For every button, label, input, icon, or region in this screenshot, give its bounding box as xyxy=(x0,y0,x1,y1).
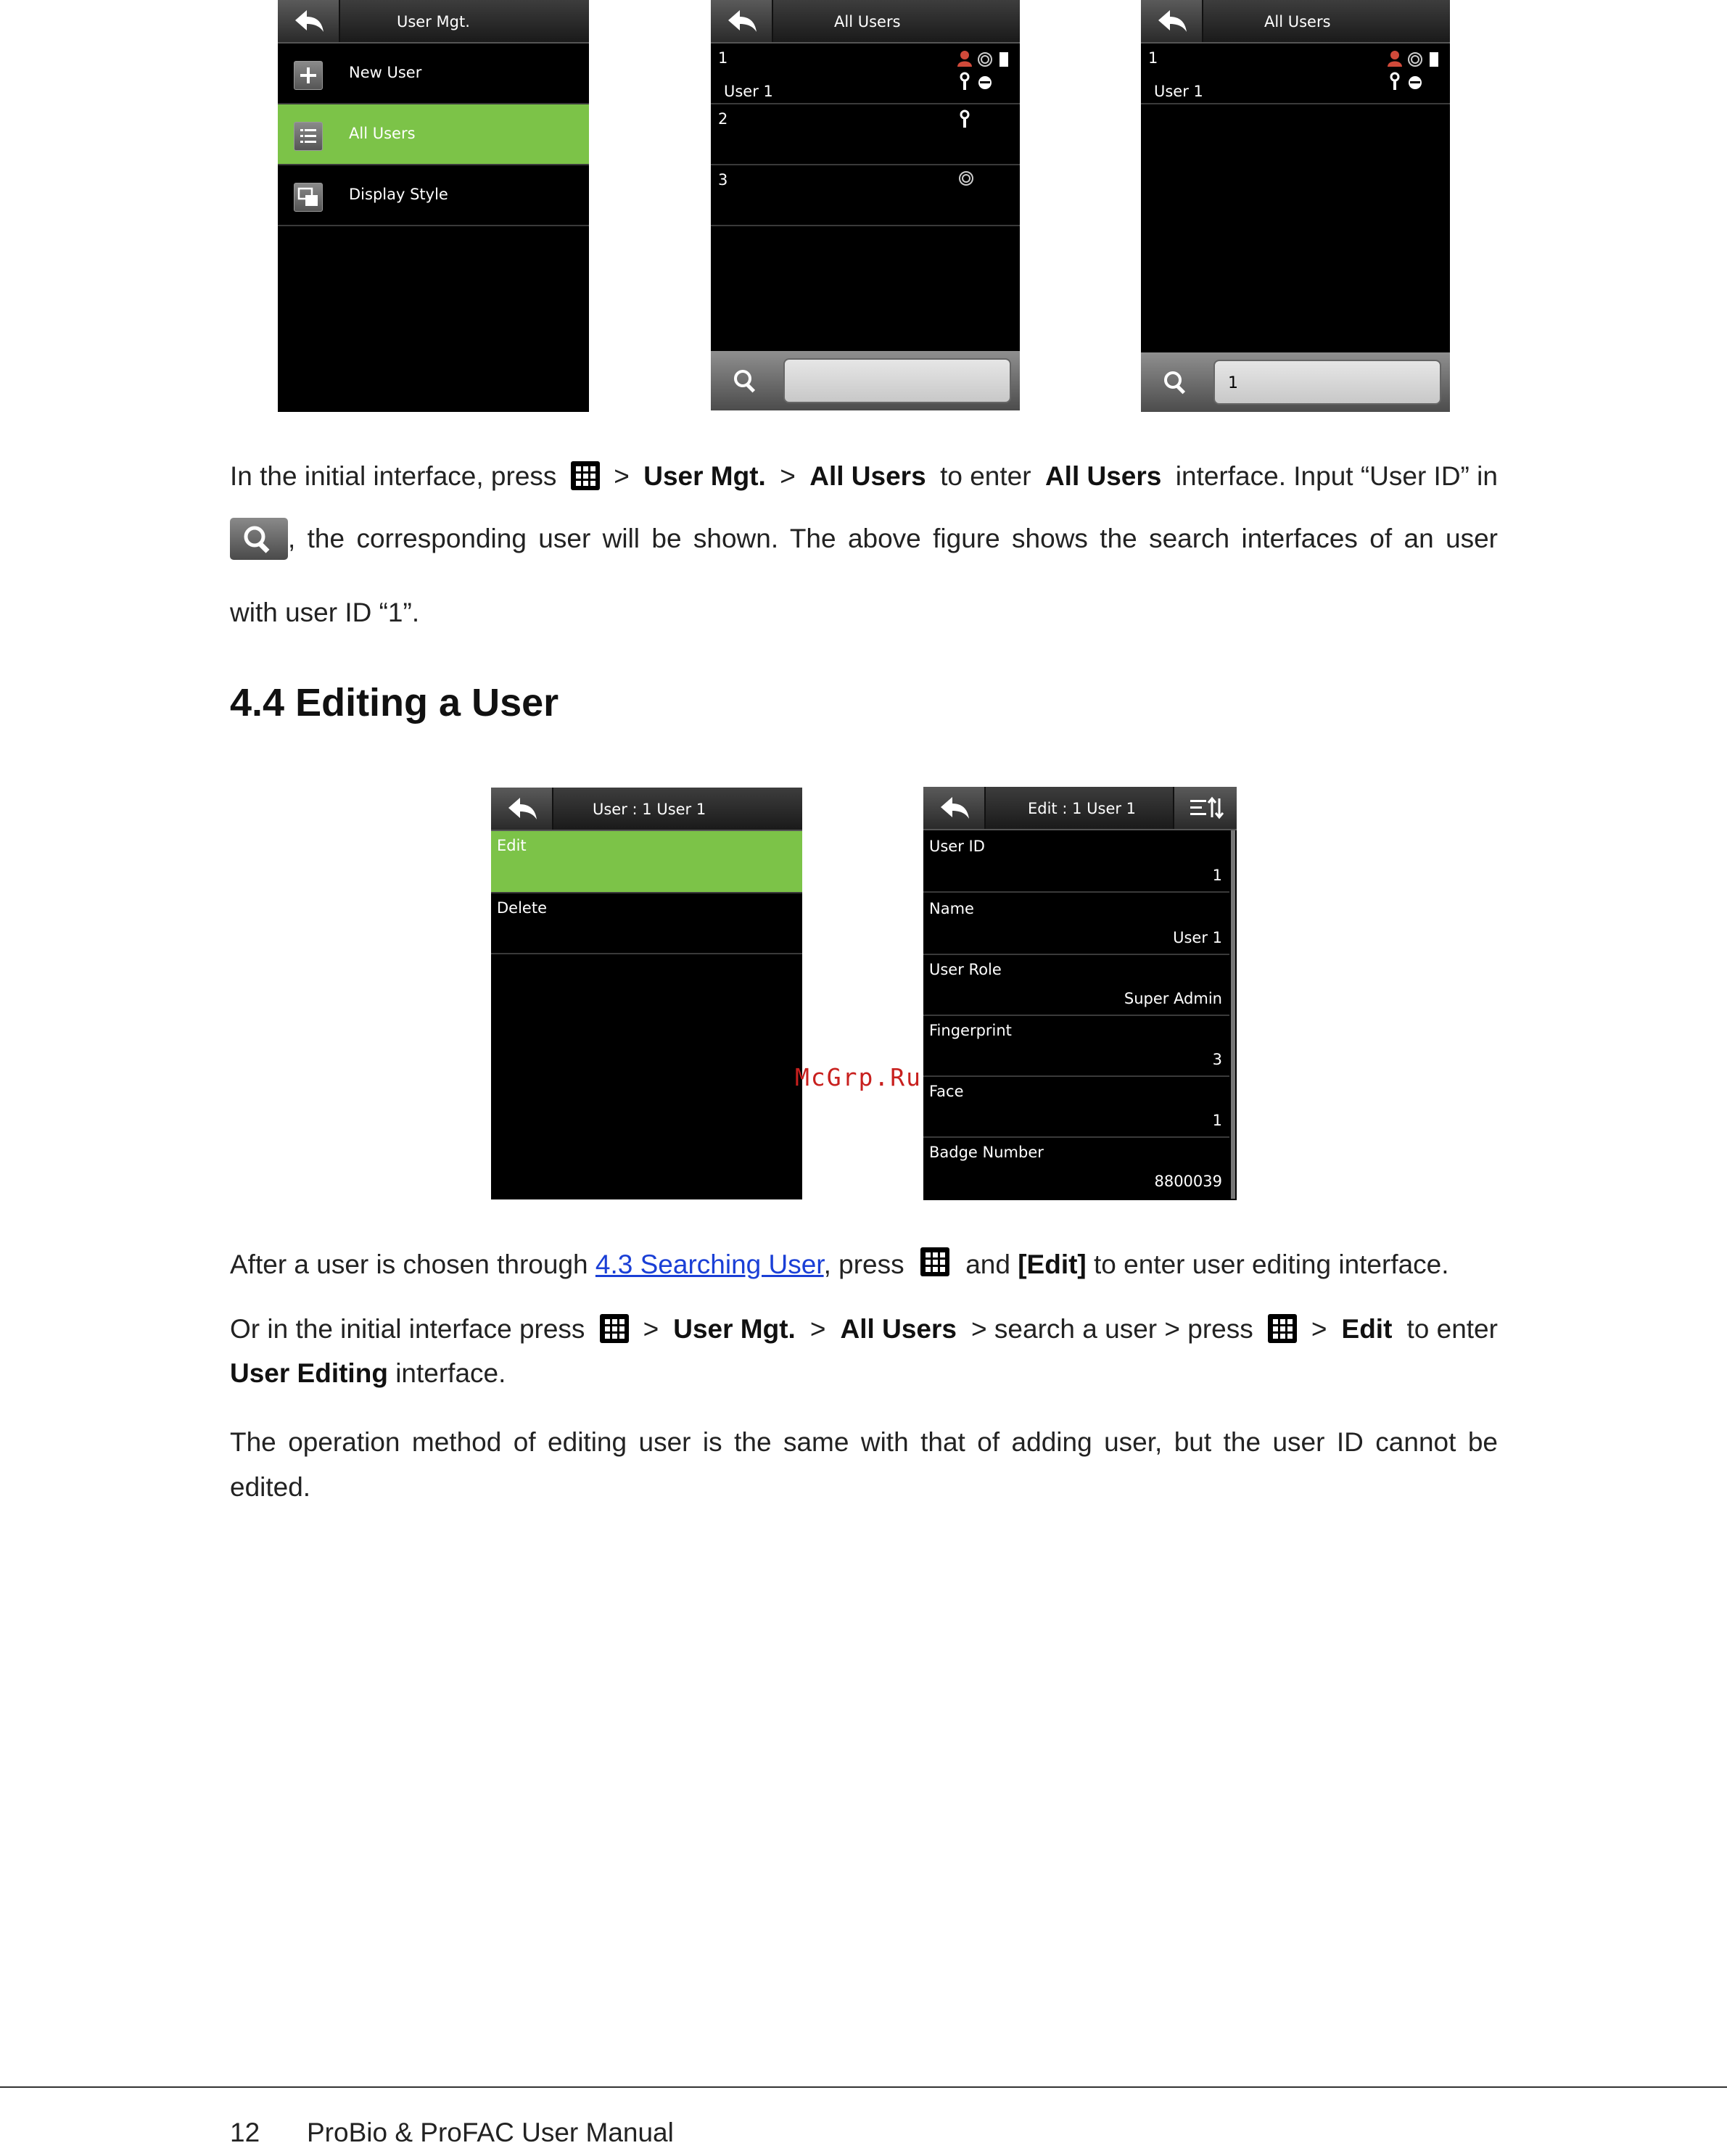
field-face[interactable] xyxy=(923,1075,1229,1138)
user-id: 3 xyxy=(718,171,728,189)
title-bar xyxy=(923,787,1237,830)
field-label: Fingerprint xyxy=(929,1022,1012,1039)
text-bold: User Mgt. xyxy=(643,461,766,491)
field-label: Badge Number xyxy=(929,1144,1044,1161)
text-bold: User Mgt. xyxy=(673,1314,796,1344)
menu-item-edit[interactable] xyxy=(491,831,802,893)
field-label: User ID xyxy=(929,838,985,855)
back-button[interactable] xyxy=(1141,0,1203,42)
back-button[interactable] xyxy=(278,0,340,42)
text: Or in the initial interface press xyxy=(230,1314,585,1344)
field-value: 1 xyxy=(1212,1112,1222,1129)
user-name: User 1 xyxy=(1154,83,1203,100)
password-key-icon xyxy=(957,109,975,131)
text: In the initial interface, press xyxy=(230,461,557,491)
paragraph-intro-line-1 xyxy=(230,461,1498,492)
field-name[interactable] xyxy=(923,893,1229,955)
user-row[interactable] xyxy=(711,165,1020,226)
paragraph-edit-1 xyxy=(230,1247,1498,1280)
list-icon xyxy=(294,122,323,151)
field-value: 3 xyxy=(1212,1051,1222,1068)
text: with user ID “1”. xyxy=(230,598,420,627)
menu-item-label: Display Style xyxy=(349,186,448,203)
text: > xyxy=(780,461,796,491)
paragraph-edit-3-line-2 xyxy=(230,1472,1498,1503)
text: edited. xyxy=(230,1472,311,1502)
back-arrow-icon xyxy=(1155,7,1189,35)
menu-key-icon xyxy=(571,461,600,490)
menu-key-icon xyxy=(600,1314,629,1343)
text-bold: All Users xyxy=(1044,461,1162,491)
screen-user-menu xyxy=(491,788,802,1199)
searching-user-link[interactable]: 4.3 Searching User xyxy=(595,1250,824,1279)
search-icon[interactable] xyxy=(733,368,759,395)
field-value: Super Admin xyxy=(1124,990,1222,1007)
text: interface. Input “User ID” in xyxy=(1175,461,1498,491)
menu-key-icon xyxy=(1268,1314,1297,1343)
screen-title: User Mgt. xyxy=(397,13,470,30)
search-input[interactable] xyxy=(783,358,1011,403)
text-bold: User Editing xyxy=(230,1358,388,1388)
paragraph-edit-3 xyxy=(230,1427,1498,1458)
text: > xyxy=(643,1314,659,1344)
sort-icon xyxy=(1174,787,1237,829)
plus-icon xyxy=(294,61,323,90)
search-bar xyxy=(711,351,1020,410)
display-style-icon xyxy=(294,183,323,212)
user-row[interactable] xyxy=(1141,44,1450,104)
user-row[interactable] xyxy=(711,104,1020,165)
user-icon xyxy=(1388,49,1446,93)
field-label: Face xyxy=(929,1083,964,1100)
paragraph-intro-line-2 xyxy=(230,518,1498,560)
paragraph-edit-2-line-2 xyxy=(230,1358,1498,1389)
paragraph-edit-2 xyxy=(230,1314,1498,1345)
screen-edit-user xyxy=(923,787,1237,1200)
field-value: 8800039 xyxy=(1154,1173,1222,1190)
sort-button[interactable] xyxy=(1173,787,1237,829)
user-id: 1 xyxy=(1148,49,1158,67)
text: to enter xyxy=(1406,1314,1498,1344)
back-button[interactable] xyxy=(491,788,553,830)
search-bar xyxy=(1141,352,1450,412)
text: interface. xyxy=(395,1358,506,1388)
menu-item-all-users[interactable] xyxy=(278,104,589,165)
title-bar xyxy=(491,788,802,831)
text-bold: All Users xyxy=(809,461,926,491)
text: > xyxy=(614,461,630,491)
text: to enter user editing interface. xyxy=(1094,1250,1449,1279)
screen-all-users-search xyxy=(1141,0,1450,412)
field-user-id[interactable] xyxy=(923,830,1229,893)
user-id: 1 xyxy=(718,49,728,67)
field-value: 1 xyxy=(1212,867,1222,884)
back-button[interactable] xyxy=(923,787,986,829)
screen-title: Edit : 1 User 1 xyxy=(1028,800,1137,817)
text: and xyxy=(965,1250,1010,1279)
menu-key-icon xyxy=(920,1247,949,1276)
footer-title: ProBio & ProFAC User Manual xyxy=(307,2118,674,2147)
menu-item-delete[interactable] xyxy=(491,893,802,954)
watermark: McGrp.Ru xyxy=(795,1063,922,1091)
text: The operation method of editing user is the same with that of adding user, but the user ID cannot be xyxy=(230,1427,1498,1457)
back-arrow-icon xyxy=(938,794,971,822)
back-button[interactable] xyxy=(711,0,773,42)
text: , the corresponding user will be shown. The above figure shows the search interfaces of an user xyxy=(288,524,1498,553)
field-label: Name xyxy=(929,900,974,917)
back-arrow-icon xyxy=(506,795,539,822)
user-id: 2 xyxy=(718,110,728,128)
title-bar xyxy=(711,0,1020,44)
page-number: 12 xyxy=(230,2118,260,2147)
text: > search a user > press xyxy=(971,1314,1253,1344)
menu-item-label: Edit xyxy=(497,837,527,854)
fingerprint-icon xyxy=(957,170,975,187)
text: , press xyxy=(823,1250,904,1279)
text: to enter xyxy=(940,461,1031,491)
back-arrow-icon xyxy=(725,7,759,35)
footer-rule xyxy=(0,2086,1727,2088)
field-value: User 1 xyxy=(1173,929,1222,946)
scrollbar[interactable] xyxy=(1231,830,1235,1199)
field-label: User Role xyxy=(929,961,1002,978)
screen-title: User : 1 User 1 xyxy=(593,801,706,818)
field-fingerprint[interactable] xyxy=(923,1015,1229,1077)
text-bold: Edit xyxy=(1341,1314,1393,1344)
menu-item-label: All Users xyxy=(349,125,416,142)
user-icon xyxy=(957,49,1015,93)
search-input[interactable]: 1 xyxy=(1213,360,1441,405)
screen-user-mgt xyxy=(278,0,589,412)
screen-title: All Users xyxy=(834,13,901,30)
user-name: User 1 xyxy=(724,83,773,100)
title-bar xyxy=(278,0,589,44)
text-bold: All Users xyxy=(840,1314,957,1344)
user-row[interactable] xyxy=(711,44,1020,104)
screen-all-users xyxy=(711,0,1020,410)
screen-title: All Users xyxy=(1264,13,1331,30)
text-bold: [Edit] xyxy=(1018,1250,1087,1279)
paragraph-intro-line-3 xyxy=(230,598,1498,628)
text: > xyxy=(809,1314,826,1344)
search-icon[interactable] xyxy=(1163,370,1189,396)
text: After a user is chosen through xyxy=(230,1250,588,1279)
menu-item-display-style[interactable] xyxy=(278,165,589,226)
title-bar xyxy=(1141,0,1450,44)
text: > xyxy=(1311,1314,1327,1344)
menu-item-label: Delete xyxy=(497,899,547,917)
menu-item-label: New User xyxy=(349,64,422,81)
back-arrow-icon xyxy=(292,7,326,35)
menu-item-new-user[interactable] xyxy=(278,44,589,104)
search-icon xyxy=(230,518,288,560)
field-badge-number[interactable] xyxy=(923,1136,1229,1197)
section-heading: 4.4 Editing a User xyxy=(230,681,559,724)
field-user-role[interactable] xyxy=(923,954,1229,1016)
